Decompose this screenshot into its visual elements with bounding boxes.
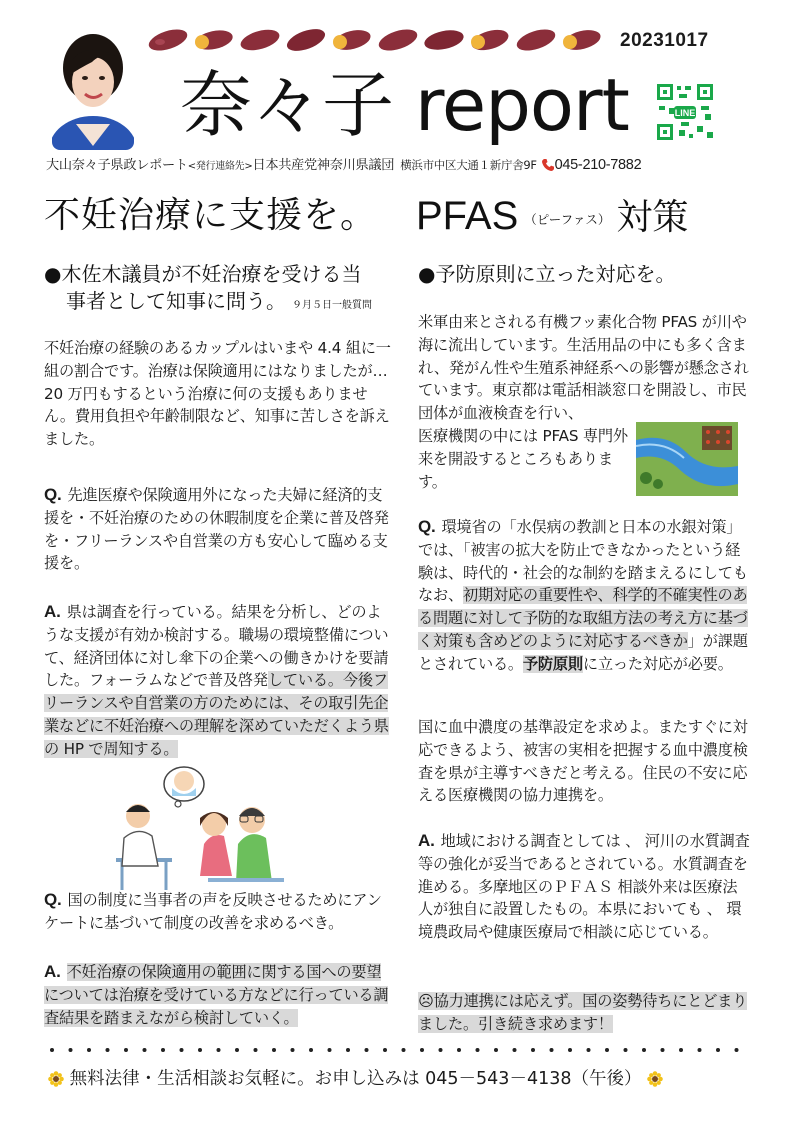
consultation-text[interactable]: 無料法律・生活相談お気軽に。お申し込みは 045－543－4138（午後） <box>69 1069 642 1089</box>
consultation-footer <box>48 1067 748 1091</box>
sweet-potato-icon <box>284 26 328 54</box>
sweet-potato-cut-icon <box>560 26 604 54</box>
section-title-note: ９月５日一般質問 <box>292 300 372 311</box>
section-title-pfas: ●予防原則に立った対応を。 <box>418 262 676 286</box>
pfas-question-demands: 国に血中濃度の基準設定を求めよ。またすぐに対応できるよう、被害の実相を把握する血中濃度検査を県が主導すべきだと考える。住民の不安に応える医療機関の協力連携を。 <box>418 718 748 805</box>
answer-text: 県は調査を行っている。結果を分析し、どのような支援が有効か検討する。職場の環境整備について、経済団体に対し傘下の企業への働きかけを要請した。フォーラムなどで普及啓発 <box>44 603 389 690</box>
headline-pfas-reading: （ピーファス） <box>524 212 611 227</box>
headline-infertility: 不妊治療に支援を。 <box>44 195 378 236</box>
precautionary-principle: 予防原則 <box>522 654 583 673</box>
headline-pfas <box>416 192 688 244</box>
infertility-question-2 <box>44 889 396 935</box>
publisher-name: 日本共産党神奈川県議団 <box>252 158 395 173</box>
answer-mark: A. <box>418 831 435 850</box>
pfas-closing <box>418 990 750 1036</box>
infertility-intro: 不妊治療の経験のあるカップルはいまや 4.4 組に一組の割合です。治療は保険適用にはなりましたが…20 万円もするという治療に何の支援もありません。費用負担や年齢制限など、知事に苦しさを訴えました。 <box>44 339 391 449</box>
sweet-potato-cut-icon <box>192 26 236 54</box>
dotted-divider <box>48 1046 748 1054</box>
publisher-prefix: <発行連絡先> <box>187 161 253 172</box>
section-title-line-1: ●木佐木議員が不妊治療を受ける当 <box>44 262 362 286</box>
question-mark: Q. <box>418 517 436 536</box>
river-illustration <box>636 422 738 496</box>
publisher-line <box>46 154 746 173</box>
office-phone[interactable]: 045-210-7882 <box>554 157 642 173</box>
infertility-answer-1 <box>44 601 396 761</box>
infertility-answer-2 <box>44 961 396 1029</box>
question-mark: Q. <box>44 890 62 909</box>
sweet-potato-icon <box>376 26 420 54</box>
headline-pfas-latin: PFAS <box>416 194 519 238</box>
sweet-potato-icon <box>422 26 466 54</box>
masthead-title <box>180 58 629 152</box>
sweet-potato-icon <box>146 26 190 54</box>
infertility-question-1 <box>44 484 396 575</box>
sunflower-icon <box>647 1071 663 1087</box>
sweet-potato-banner <box>146 26 610 56</box>
sweet-potato-cut-icon <box>330 26 374 54</box>
pfas-answer-1 <box>418 830 750 944</box>
phone-icon <box>541 158 555 172</box>
sunflower-icon <box>48 1071 64 1087</box>
sweet-potato-icon <box>514 26 558 54</box>
pfas-question-1 <box>418 516 750 676</box>
answer-highlight: している。今後フリーランスや自営業の方のためには、その取引先企業などに不妊治療への理解を深めていただくよう県の HP で周知する。 <box>44 671 389 758</box>
pfas-intro-continued: 医療機関の中には PFAS 専門外来を開設するところもあります。 <box>418 427 628 491</box>
pfas-closing-text: ☹協力連携には応えず。国の姿勢待ちにとどまりました。引き続き求めます！ <box>418 992 748 1033</box>
masthead-latin: report <box>414 63 629 147</box>
question-highlight: 初期対応の重要性や、科学的不確実性のある問題に対して予防的な取組方法の考え方に基づく対策も含めどのように対応するべきか <box>418 586 748 650</box>
question-text-2: 」が課題とされている。 <box>418 631 748 673</box>
newsletter-subtitle: 大山奈々子県政レポート <box>46 158 188 173</box>
sweet-potato-icon <box>238 26 282 54</box>
pfas-intro: 米軍由来とされる有機フッ素化合物 PFAS が川や海に流出しています。生活用品の中にも多く含まれ、発がん性や生殖系神経系への影響が懸念されています。東京都は電話相談窓口を開設し、市民団体が血液検査を行い、 <box>418 313 749 423</box>
section-title-infertility <box>44 261 404 319</box>
headline-pfas-kanji: 対策 <box>616 197 689 238</box>
line-qr-code[interactable] <box>655 82 715 142</box>
section-title-line-2: 事者として知事に問う。 <box>66 289 286 313</box>
question-text-3: に立った対応が必要。 <box>582 654 733 673</box>
consultation-illustration <box>112 766 298 890</box>
answer-text: 地域における調査としては 、 河川の水質調査等の強化が妥当であるとされている。水質調査を進める。多摩地区のＰＦＡＳ 相談外来は医療法人が独自に設置したもの。本県においても 、 環境農政局や健康医療局で相談に応じている。 <box>418 832 750 942</box>
author-portrait <box>52 18 134 150</box>
qr-label: LINE <box>674 108 696 118</box>
office-address: 横浜市中区大通１新庁舎9F <box>400 158 537 172</box>
question-mark: Q. <box>44 485 62 504</box>
answer-mark: A. <box>44 602 61 621</box>
question-text: 国の制度に当事者の声を反映させるためにアンケートに基づいて制度の改善を求めるべき。 <box>44 891 382 932</box>
question-text: 先進医療や保険適用外になった夫婦に経済的支援を・不妊治療のための休暇制度を企業に普及啓発を・フリーランスや自営業の方も安心して臨める支援を。 <box>44 486 389 573</box>
answer-highlight: 不妊治療の保険適用の範囲に関する国への要望については治療を受けている方などに行っている調査結果を踏まえながら検討していく。 <box>44 963 389 1027</box>
question-text: 環境省の「水俣病の教訓と日本の水銀対策」では、「被害の拡大を防止できなかったという経験は、時代的・社会的な制約を踏まえるにしてもなお、 <box>418 518 748 605</box>
issue-date: 20231017 <box>620 30 709 51</box>
masthead-kanji: 奈々子 <box>180 63 394 147</box>
answer-mark: A. <box>44 962 61 981</box>
sweet-potato-cut-icon <box>468 26 512 54</box>
